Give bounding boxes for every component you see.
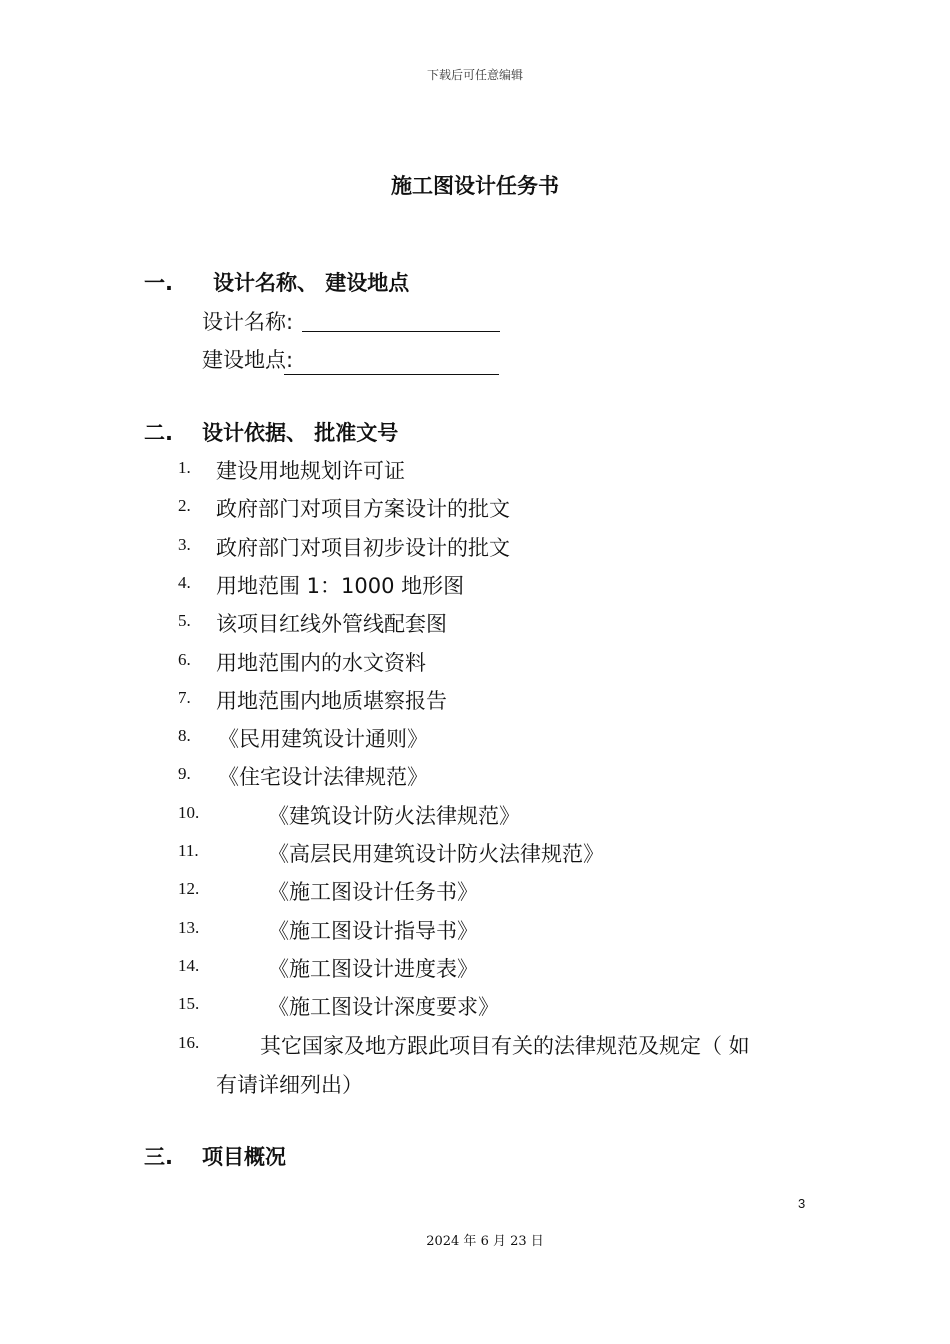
list-item-number: 13. [178, 918, 200, 937]
list-item-number: 11. [178, 841, 199, 860]
list-item [178, 838, 818, 868]
list-item-number: 8. [178, 726, 191, 745]
list-item [178, 876, 818, 906]
list-item [178, 915, 818, 945]
section-1-heading: 设计名称、 建设地点 [213, 271, 410, 295]
list-item-number: 9. [178, 764, 191, 783]
list-item-text: 《建筑设计防火法律规范》 [268, 804, 520, 828]
section-1-number: 一. [144, 271, 173, 295]
document-title: 施工图设计任务书 [391, 174, 559, 198]
list-item-text: 《施工图设计任务书》 [268, 880, 478, 904]
list-item [178, 455, 818, 485]
site-location-blank [284, 374, 499, 375]
list-item [178, 647, 818, 677]
list-item-text: 《施工图设计深度要求》 [268, 995, 499, 1019]
list-item-number: 14. [178, 956, 200, 975]
list-item-number: 7. [178, 688, 191, 707]
list-item [178, 608, 818, 638]
list-item-text: 政府部门对项目方案设计的批文 [216, 497, 510, 521]
section-2-heading: 设计依据、 批准文号 [202, 421, 399, 445]
list-item-text: 《住宅设计法律规范》 [218, 765, 428, 789]
list-item-text: 《施工图设计指导书》 [268, 919, 478, 943]
list-item-text: 《高层民用建筑设计防火法律规范》 [268, 842, 604, 866]
list-item [178, 991, 818, 1021]
list-item-text: 政府部门对项目初步设计的批文 [216, 536, 510, 560]
section-2-number: 二. [144, 421, 173, 445]
list-item-text: 《施工图设计进度表》 [268, 957, 478, 981]
list-item-text: 其它国家及地方跟此项目有关的法律规范及规定（ 如 [260, 1034, 750, 1058]
list-item-text: 《民用建筑设计通则》 [218, 727, 428, 751]
list-item-text: 用地范围内地质堪察报告 [216, 689, 447, 713]
list-item-text: 用地范围内的水文资料 [216, 651, 426, 675]
list-item [178, 685, 818, 715]
design-name-blank [302, 331, 500, 332]
section-3-number: 三. [144, 1145, 173, 1169]
list-item-number: 15. [178, 994, 200, 1013]
list-item [178, 953, 818, 983]
list-item [178, 800, 818, 830]
design-name-label: 设计名称: [202, 310, 294, 334]
list-item-number: 1. [178, 458, 191, 477]
list-item [178, 723, 818, 753]
list-item-number: 6. [178, 650, 191, 669]
page-footer-date: 2024 年 6 月 23 日 [426, 1234, 544, 1249]
list-item [178, 1030, 818, 1060]
list-item-text-continued: 有请详细列出） [216, 1073, 363, 1097]
list-item-number: 3. [178, 535, 191, 554]
list-item-text: 该项目红线外管线配套图 [216, 612, 447, 636]
list-item-text: 建设用地规划许可证 [216, 459, 405, 483]
list-item-number: 4. [178, 573, 191, 592]
list-item [178, 493, 818, 523]
page-number: 3 [798, 1196, 806, 1211]
list-item [178, 532, 818, 562]
list-item-number: 16. [178, 1033, 200, 1052]
list-item-text: 用地范围 1：1000 地形图 [216, 574, 465, 598]
site-location-label: 建设地点: [202, 348, 294, 372]
page-header: 下载后可任意编辑 [426, 68, 523, 82]
list-item-number: 10. [178, 803, 200, 822]
list-item-number: 2. [178, 496, 191, 515]
section-3-heading: 项目概况 [202, 1145, 286, 1169]
list-item-number: 5. [178, 611, 191, 630]
list-item-number: 12. [178, 879, 200, 898]
list-item [178, 761, 818, 791]
list-item [178, 570, 818, 600]
